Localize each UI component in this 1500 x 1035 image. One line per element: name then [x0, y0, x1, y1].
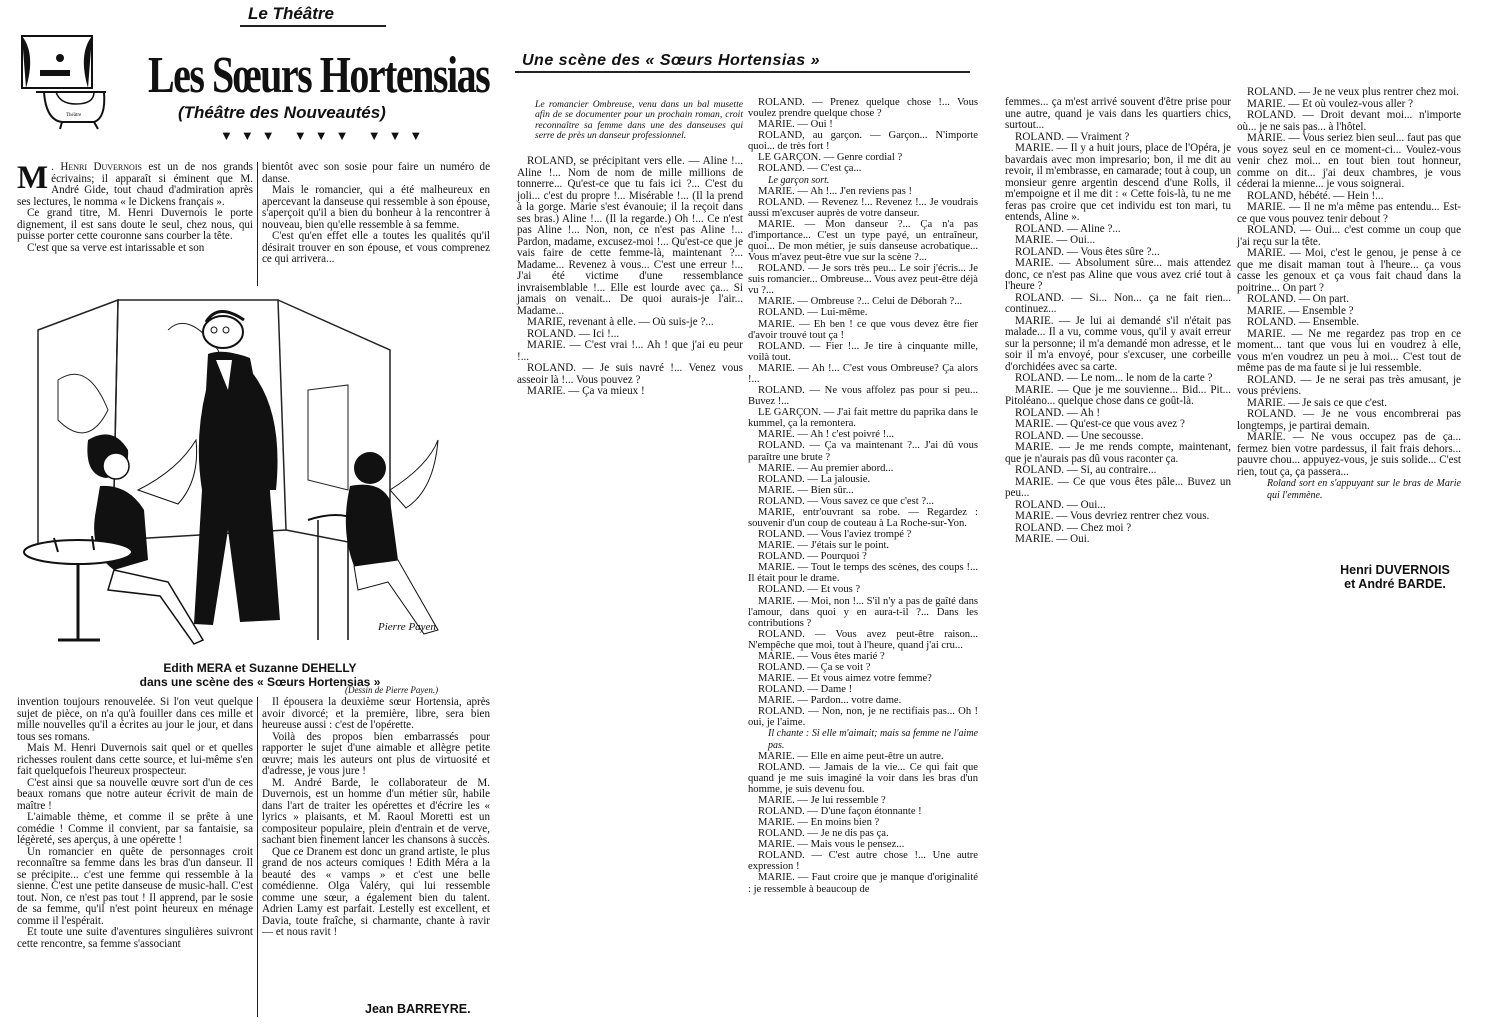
drop-cap: M: [17, 160, 49, 196]
article-column-4: Il épousera la deuxième sœur Hortensia, après avoir divorcé; et la première, libre, sera bien heureuse aussi : c'est de l'opérette. Voilà des propos bien embarrassés pour rapporter le sujet d'une aimable et allègre petite œuvre; mais les auteurs ont plus de virtuosité et d'adresse, je vous jure ! M. André Barde, le collaborateur de M. Duvernois, est un homme d'un métier sûr, habile dans l'art de traiter les opérettes et d'écrire les « lyrics » plaisants, et M. Raoul Moretti est un compositeur populaire, plein d'entrain et de verve, sachant bien finement lancer les chansons à succès. Que ce Dranem est donc un grand artiste, le plus grand de nos acteurs comiques ! Edith Méra a la beauté des « vamps » et c'est une belle comédienne. Olga Valéry, qui lui ressemble comme une sœur, a également bien du talent. Adrien Lamy est parfait. Lestelly est excellent, et Davia, toute fraîche, si charmante, chante à ravir — et nous ravit !: [262, 696, 490, 938]
scene-heading: Une scène des « Sœurs Hortensias »: [522, 52, 820, 69]
theatre-vignette-illustration: [16, 30, 134, 130]
article-paragraph: C'est qu'en effet elle a toutes les qualités qu'il désirait trouver en son épouse, et vous comprenez ce qui arrivera...: [262, 230, 490, 265]
illustration-credit: (Dessin de Pierre Payen.): [345, 685, 439, 695]
article-column-1: [17, 162, 253, 254]
column-divider: [257, 697, 258, 1017]
article-opening: M . Henri Duvernois est un de nos grands écrivains; il apparaît si éminent que M. André Gide, tout chaud d'admiration après ses lectures, le nomma « le Dickens français ».: [17, 160, 253, 208]
scene-intro: Le romancier Ombreuse, venu dans un bal musette afin de se documenter pour un prochain roman, croit reconnaître sa femme dans une des danseuses qui serre de près un danseur professionnel.: [535, 99, 743, 142]
article-signature: Jean BARREYRE.: [365, 1002, 471, 1016]
illustrator-signature: Pierre Payen: [378, 621, 436, 633]
rubric: Le Théâtre: [248, 4, 334, 23]
dialogue-column-2: ROLAND. — Prenez quelque chose !... Vous voulez prendre quelque chose ? MARIE. — Oui ! ROLAND, au garçon. — Garçon... N'importe quoi... de très fort ! LE GARÇON. — Genre cordial ? ROLAND. — C'est ça... Le garçon sort. MARIE. — Ah !... J'en reviens pas ! ROLAND. — Revenez !... Revenez !... Je voudrais aussi m'excuser auprès de votre danseur. MARIE. — Mon danseur ?... Ça n'a pas d'importance... C'est un type payé, un entraîneur, quoi... De mon métier, je suis danseuse acrobatique... Vous m'avez peut-être vue sur la scène ?... ROLAND. — Je sors très peu... Le soir j'écris... Je suis romancier... Ombreuse... Vous avez peut-être déjà vu ?... MARIE. — Ombreuse ?... Celui de Déborah ?... ROLAND. — Lui-même. MARIE. — Eh ben ! ce que vous devez être fier d'avoir trouvé tout ça ! ROLAND. — Fier !... Je tire à cinquante mille, voilà tout. MARIE. — Ah !... C'est vous Ombreuse? Ça alors !... ROLAND. — Ne vous affolez pas pour si peu... Buvez !... LE GARÇON. — J'ai fait mettre du paprika dans le kummel, ça la remontera. MARIE. — Ah ! c'est poivré !... ROLAND. — Ça va maintenant ?... J'ai dû vous paraître une brute ? MARIE. — Au premier abord... ROLAND. — La jalousie. MARIE. — Bien sûr... ROLAND. — Vous savez ce que c'est ?... MARIE, entr'ouvrant sa robe. — Regardez : souvenir d'un coup de couteau à La Roche-sur-Yon. ROLAND. — Vous l'aviez trompé ? MARIE. — J'étais sur le point. ROLAND. — Pourquoi ? MARIE. — Tout le temps des scènes, des coups !... Il était pour le drame. ROLAND. — Et vous ? MARIE. — Moi, non !... S'il n'y a pas de gaîté dans l'amour, dans quoi y en aura-t-il ?... Dans les contributions ? ROLAND. — Vous avez peut-être raison... N'empêche que moi, tout à l'heure, quand j'ai cru... MARIE. — Vous êtes marié ? ROLAND. — Ça se voit ? MARIE. — Et vous aimez votre femme? ROLAND. — Dame ! MARIE. — Pardon... votre dame. ROLAND. — Non, non, je ne rectifiais pas... Oh ! oui, je l'aime. Il chante : Si elle m'aimait; mais sa femme ne l'aime pas. MARIE. — Elle en aime peut-être un autre. ROLAND. — Jamais de la vie... Ce qui fait que quand je me suis imaginé la voir dans les bras d'un homme, je suis devenu fou. MARIE. — Je lui ressemble ? ROLAND. — D'une façon étonnante ! MARIE. — En moins bien ? ROLAND. — Je ne dis pas ça. MARIE. — Mais vous le pensez... ROLAND. — C'est autre chose !... Une autre expression ! MARIE. — Faut croire que je manque d'originalité : je ressemble à beaucoup de: [748, 97, 978, 895]
illustration-caption: Edith MERA et Suzanne DEHELLY dans une scène des « Sœurs Hortensias »: [139, 661, 381, 689]
ornament: ▼▼▼ ▼▼▼ ▼▼▼: [220, 128, 431, 143]
dialogue-column-1: ROLAND, se précipitant vers elle. — Aline !... Aline !... Nom de nom de mille millions de tonnerre... Qu'est-ce que tu fais ici ?... C'est du joli... c'est du propre !... Misérable !... (Il la prend à la gorge. Marie s'est évanouie; il la reçoit dans ses bras.) Aline !... (Il la regarde.) Oh !... Ce n'est pas Aline !... Non, non, ce n'est pas Aline !... Pardon, madame, excusez-moi !... Qu'est-ce que je vais faire de cette femme-là, maintenant ?... Madame... Revenez à vous... C'est une erreur !... J'ai été victime d'une ressemblance invraisemblable !... Elle est lourde avec ça... Si jamais on venait... De quoi aurais-je l'air... Madame... MARIE, revenant à elle. — Où suis-je ?... ROLAND. — Ici !... MARIE. — C'est vrai !... Ah ! que j'ai eu peur !... ROLAND. — Je suis navré !... Venez vous asseoir là !... Vous pouvez ? MARIE. — Ça va mieux !: [517, 155, 743, 397]
dialogue-column-3: femmes... ça m'est arrivé souvent d'être prise pour une autre, quand je vais dans les quartiers chics, surtout... ROLAND. — Vraiment ? MARIE. — Il y a huit jours, place de l'Opéra, je bavardais avec mon impresario; bon, il me dit au revoir, il m'embrasse, en camarade; tout à coup, un monsieur genre argentin descend d'une Rolls, il m'empoigne et il me dit : « Cette fois-là, tu ne me feras pas croire que cet individu est ton mari, tu entends, Aline ». ROLAND. — Aline ?... MARIE. — Oui... ROLAND. — Vous êtes sûre ?... MARIE. — Absolument sûre... mais attendez donc, ce n'est pas Aline que vous avez crié tout à l'heure ? ROLAND. — Si... Non... ça ne fait rien... continuez... MARIE. — Je lui ai demandé s'il n'était pas malade... Il a vu, comme vous, qu'il y avait erreur sur la personne; il m'a demandé mon adresse, et le soir il m'a envoyé, pour s'excuser, une corbeille d'orchidées avec sa carte. ROLAND. — Le nom... le nom de la carte ? MARIE. — Que je me souvienne... Bid... Pit... Pitoléano... quelque chose dans ce goût-là. ROLAND. — Ah ! MARIE. — Qu'est-ce que vous avez ? ROLAND. — Une secousse. MARIE. — Je me rends compte, maintenant, que je n'aurais pas dû vous raconter ça. ROLAND. — Si, au contraire... MARIE. — Ce que vous êtes pâle... Buvez un peu... ROLAND. — Oui... MARIE. — Vous devriez rentrer chez vous. ROLAND. — Chez moi ? MARIE. — Oui.: [1005, 96, 1231, 545]
rubric-underline: [240, 25, 386, 27]
closing-stage-direction: Roland sort en s'appuyant sur le bras de Marie qui l'emmène.: [1267, 478, 1461, 501]
dialogue-column-4: ROLAND. — Je ne veux plus rentrer chez moi. MARIE. — Et où voulez-vous aller ? ROLAND. — Droit devant moi... n'importe où... je ne sais pas... à l'hôtel. MARIE. — Vous seriez bien seul... faut pas que vous soyez seul en ce moment-ci... Voulez-vous venir chez moi... en tout bien tout honneur, comme on dit... j'ai deux chambres, je vous céderai la mienne... je vous soignerai. ROLAND, hébété. — Hein !... MARIE. — Il ne m'a même pas entendu... Est-ce que vous pouvez tenir debout ? ROLAND. — Oui... c'est comme un coup que j'ai reçu sur la tête. MARIE. — Moi, c'est le genou, je pense à ce que me disait maman tout à l'heure... ça vous casse les genoux et ça vous fait chaud dans la poitrine... On part ? ROLAND. — On part. MARIE. — Ensemble ? ROLAND. — Ensemble. MARIE. — Ne me regardez pas trop en ce moment... tant que vous lui en voudrez à elle, vous m'en voudrez un peu à moi... C'est tout de même pas de ma faute si je lui ressemble. ROLAND. — Je ne serai pas très amusant, je vous préviens. MARIE. — Je sais ce que c'est. ROLAND. — Je ne vous encombrerai pas longtemps, je partirai demain. MARIE. — Ne vous occupez pas de ça... fermez bien votre pardessus, il fait frais dehors... pauvre chou... appuyez-vous, je suis solide... C'est rien, tout ça, ça passera... Roland sort en s'appuyant sur le bras de Marie qui l'emmène.: [1237, 86, 1461, 501]
article-column-3: invention toujours renouvelée. Si l'on veut quelque sujet de pièce, on n'a qu'à fouiller dans ces mille et mille nouvelles qu'il a écrites au jour le jour, et dans tous ses romans. Mais M. Henri Duvernois sait quel or et quelles richesses roulent dans cette source, et lui-même s'en fait quelquefois l'heureux prospecteur. C'est ainsi que sa nouvelle œuvre sort d'un de ces beaux romans que notre auteur écrivit de main de maître ! L'aimable thème, et comme il se prête à une comédie ! Comme il convient, par sa fantaisie, sa légèreté, ses aperçus, à une opérette ! Un romancier en quête de personnages croit reconnaître sa femme dans les bras d'un danseur. Il se précipite... c'est une femme qui ressemble à la sienne. C'est une petite danseuse de music-hall. C'est tout. Non, ce n'est pas tout ! Il apprend, par le sosie de sa femme, qu'il n'est point heureux en ménage comme il l'espérait. Et toute une suite d'aventures singulières suivront cette rencontre, sa femme s'associant: [17, 696, 253, 950]
scene-heading-underline: [515, 71, 970, 73]
svg-text:Théâtre: Théâtre: [66, 113, 82, 118]
article-subtitle: (Théâtre des Nouveautés): [178, 103, 386, 122]
article-paragraph: C'est que sa verve est intarissable et son: [27, 241, 205, 254]
article-title: Les Sœurs Hortensias: [148, 45, 490, 104]
article-paragraph: Mais le romancier, qui a été malheureux en apercevant la danseuse qui ressemble à son épouse, s'aperçoit qu'il a bien du bonheur à la rencontrer à nouveau, bien qu'elle ressemble à sa femme.: [262, 184, 490, 231]
dancers-illustration: [18, 290, 488, 660]
article-paragraph: Ce grand titre, M. Henri Duvernois le porte dignement, il est sans doute le seul, chez nous, qui puisse porter cette couronne sans courber la tête.: [17, 207, 253, 242]
authors-signature: Henri DUVERNOIS et André BARDE.: [1340, 563, 1450, 591]
article-paragraph: bientôt avec son sosie pour faire un numéro de danse.: [262, 161, 490, 185]
article-column-2: [262, 162, 490, 266]
column-divider: [257, 162, 258, 286]
